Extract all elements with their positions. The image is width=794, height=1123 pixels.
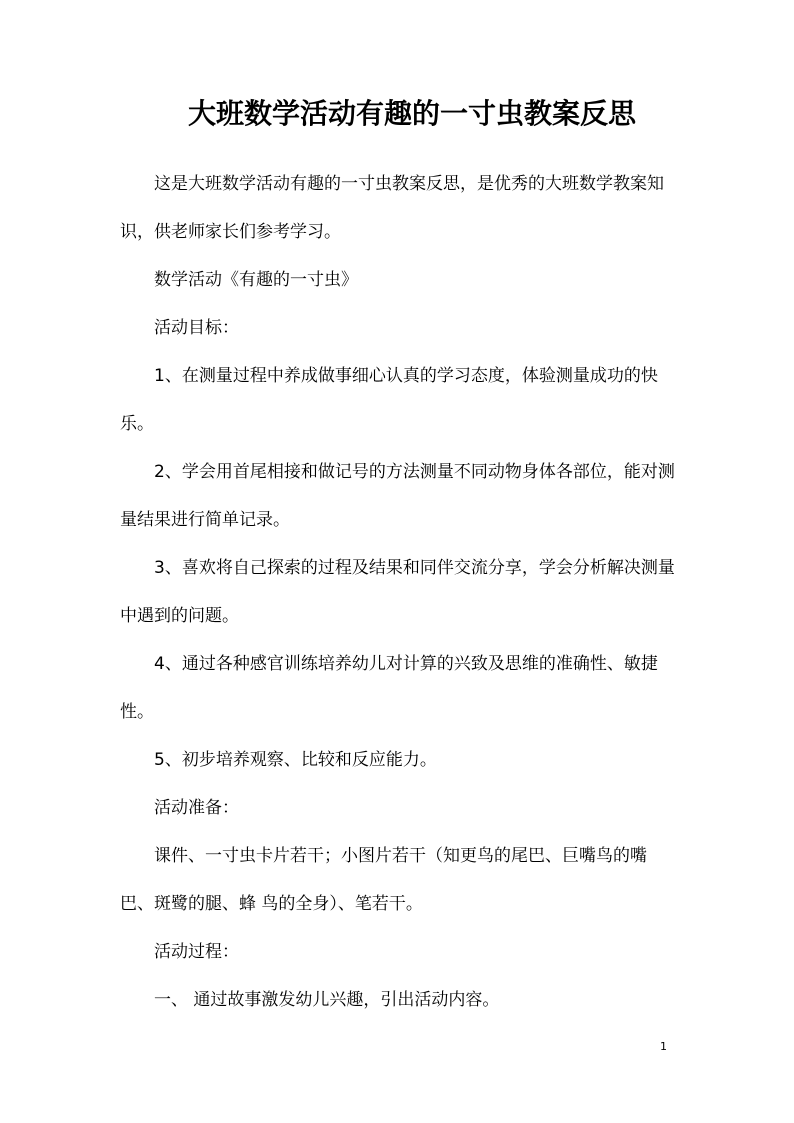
paragraph: 一、 通过故事激发幼儿兴趣，引出活动内容。: [154, 990, 500, 1010]
page-number: 1: [660, 1040, 667, 1053]
paragraph: 课件、一寸虫卡片若干；小图片若干（知更鸟的尾巴、巨嘴鸟的嘴巴、斑鹭的腿、蜂 鸟的全身）、笔若干。: [120, 846, 647, 914]
document-title: 大班数学活动有趣的一寸虫教案反思: [187, 97, 636, 130]
paragraph: 5、初步培养观察、比较和反应能力。: [154, 750, 437, 770]
paragraph: 3、喜欢将自己探索的过程及结果和同伴交流分享，学会分析解决测量中遇到的问题。: [120, 558, 675, 626]
paragraph: 1、在测量过程中养成做事细心认真的学习态度，体验测量成功的快乐。: [120, 366, 658, 434]
paragraph: 这是大班数学活动有趣的一寸虫教案反思，是优秀的大班数学教案知识，供老师家长们参考学习。: [120, 174, 664, 242]
document-body: [120, 160, 676, 1024]
paragraph: 活动过程：: [154, 942, 239, 962]
paragraph: 4、通过各种感官训练培养幼儿对计算的兴致及思维的准确性、敏捷性。: [120, 654, 658, 722]
paragraph: 活动目标：: [154, 318, 239, 338]
paragraph: 2、学会用首尾相接和做记号的方法测量不同动物身体各部位，能对测量结果进行简单记录。: [120, 462, 675, 530]
paragraph: 数学活动《有趣的一寸虫》: [154, 270, 358, 290]
paragraph: 活动准备：: [154, 798, 239, 818]
